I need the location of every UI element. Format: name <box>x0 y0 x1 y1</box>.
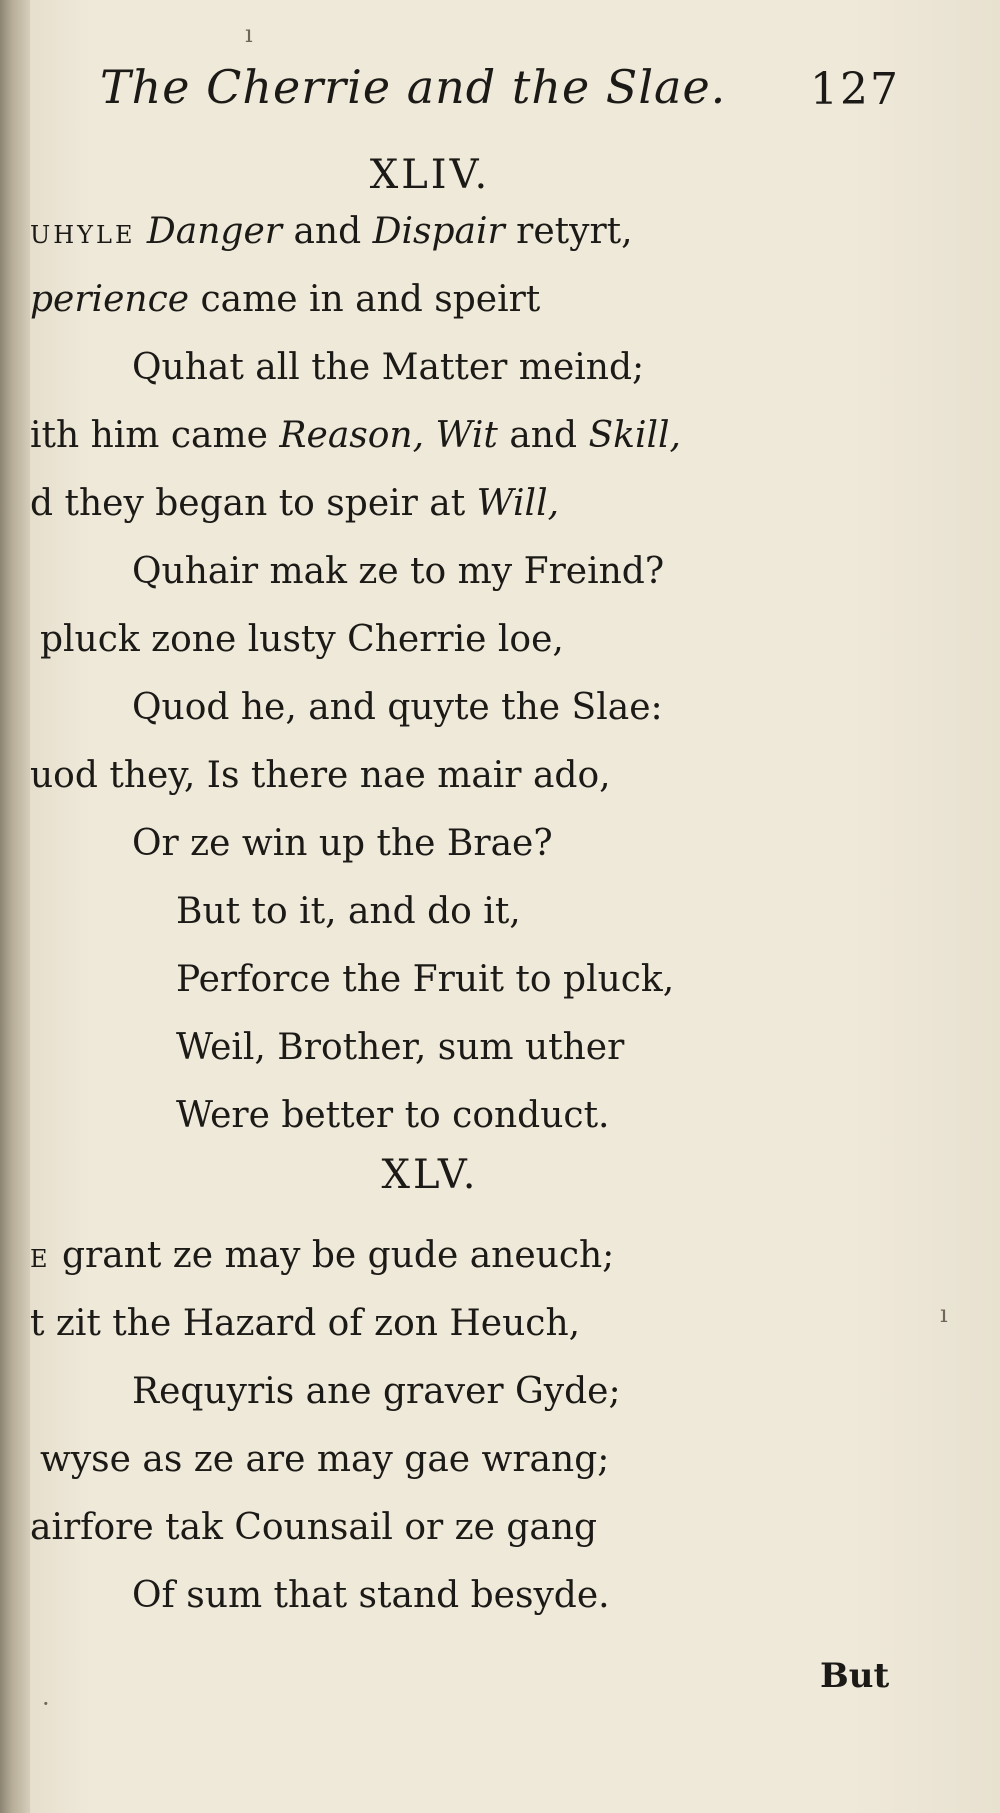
running-title: The Cherrie and the Slae. <box>100 60 727 114</box>
page-blemish: ı <box>245 20 253 48</box>
verse-line: Quhair mak ze to my Freind? <box>132 551 665 592</box>
page-number: 127 <box>810 64 900 115</box>
verse-line: pluck zone lusty Cherrie loe, <box>40 619 564 660</box>
verse-line: ith him came Reason, Wit and Skill, <box>30 415 681 456</box>
verse-line: Perforce the Fruit to pluck, <box>176 959 675 1000</box>
verse-line: wyse as ze are may gae wrang; <box>40 1439 610 1480</box>
page-blemish: · <box>42 1690 50 1718</box>
verse-line: airfore tak Counsail or ze gang <box>30 1507 598 1548</box>
verse-line: UHYLE Danger and Dispair retyrt, <box>30 211 633 252</box>
verse-line: Weil, Brother, sum uther <box>176 1027 625 1068</box>
verse-line: perience came in and speirt <box>30 279 541 320</box>
verse-line: Requyris ane graver Gyde; <box>132 1371 621 1412</box>
verse-line: Or ze win up the Brae? <box>132 823 553 864</box>
stanza-numeral: XLV. <box>381 1152 479 1198</box>
verse-line: E grant ze may be gude aneuch; <box>30 1235 615 1276</box>
verse-line: Of sum that stand besyde. <box>132 1575 610 1616</box>
verse-line: Were better to conduct. <box>176 1095 610 1136</box>
verse-line: t zit the Hazard of zon Heuch, <box>30 1303 581 1344</box>
verse-line: Quod he, and quyte the Slae: <box>132 687 663 728</box>
catchword: But <box>820 1656 890 1696</box>
binding-gutter <box>0 0 30 1813</box>
stanza-numeral: XLIV. <box>369 152 491 198</box>
page-header <box>100 50 900 130</box>
verse-line: But to it, and do it, <box>176 891 521 932</box>
verse-line: d they began to speir at Will, <box>30 483 560 524</box>
page-blemish: ı <box>940 1300 948 1328</box>
verse-line: Quhat all the Matter meind; <box>132 347 645 388</box>
verse-line: uod they, Is there nae mair ado, <box>30 755 611 796</box>
